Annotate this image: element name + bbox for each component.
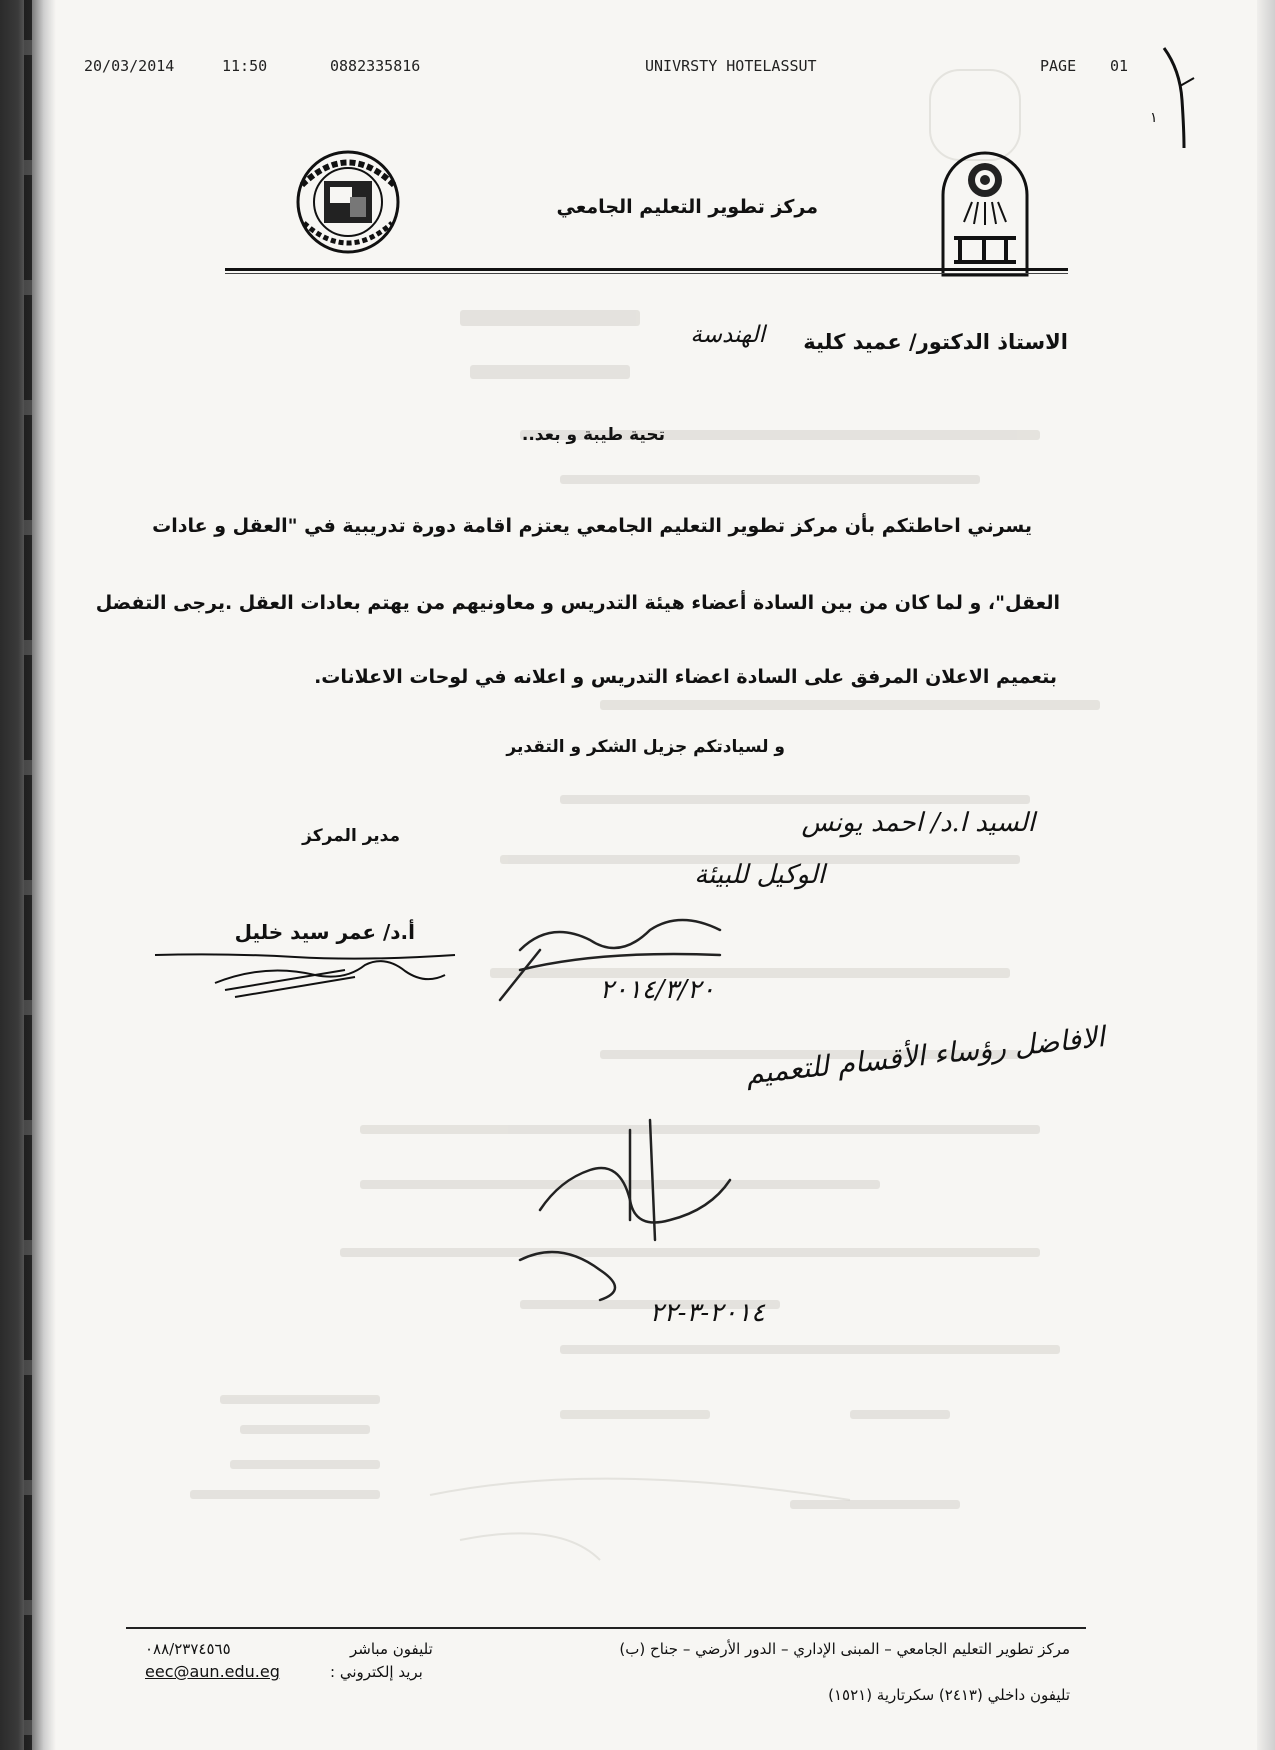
body-line-3: بتعميم الاعلان المرفق على السادة اعضاء التدريس و اعلانه في لوحات الاعلانات. — [314, 666, 1057, 688]
letterhead-divider-thin — [225, 273, 1068, 274]
addressee: الاستاذ الدكتور/ عميد كلية — [803, 330, 1068, 354]
handwritten-date-2: ٢٠١٤-٣-٢٢ — [649, 1298, 765, 1328]
body-line-2: العقل"، و لما كان من بين السادة أعضاء هيئة التدريس و معاونيهم من يهتم بعادات العقل .يرجى التفضل — [95, 592, 1060, 614]
handwritten-date-1: ٢٠١٤/٣/٢٠ — [599, 975, 715, 1005]
addressee-handwritten-faculty: الهندسة — [690, 322, 765, 348]
education-enhancement-center-logo — [290, 145, 410, 260]
handwritten-note-2: الوكيل للبيئة — [694, 860, 825, 890]
fax-header — [0, 57, 1275, 81]
footer-direct-phone-label: تليفون مباشر — [350, 1640, 433, 1658]
footer-direct-phone: ٠٨٨/٢٣٧٤٥٦٥ — [145, 1640, 231, 1658]
fax-page-label: PAGE — [1040, 57, 1077, 75]
center-name-header: مركز تطوير التعليم الجامعي — [556, 196, 818, 218]
body-line-1: يسرني احاطتكم بأن مركز تطوير التعليم الجامعي يعتزم اقامة دورة تدريبية في "العقل و عادات — [152, 515, 1032, 537]
signer-name: أ.د/ عمر سيد خليل — [234, 920, 415, 944]
handwritten-note-1: السيد ا.د/ احمد يونس — [801, 808, 1035, 838]
footer-internal-phone: تليفون داخلي (٢٤١٣) سكرتارية (١٥٢١) — [828, 1686, 1070, 1704]
handwritten-page-mark — [1160, 40, 1200, 150]
page-mark-glyph: ١ — [1150, 110, 1158, 126]
fax-time: 11:50 — [222, 57, 268, 75]
fax-date: 20/03/2014 — [84, 57, 175, 75]
fax-page-number: 01 — [1110, 57, 1129, 75]
handwritten-note-3: الافاضل رؤساء الأقسام للتعميم — [744, 1020, 1107, 1091]
closing-line: و لسيادتكم جزيل الشكر و التقدير — [506, 737, 785, 757]
greeting: تحية طيبة و بعد.. — [521, 425, 665, 445]
footer-address: مركز تطوير التعليم الجامعي – المبنى الإداري – الدور الأرضي – جناح (ب) — [619, 1640, 1070, 1658]
footer-email-link[interactable]: eec@aun.edu.eg — [145, 1662, 280, 1681]
assiut-university-logo — [940, 150, 1030, 278]
footer-email-label: بريد إلكتروني : — [330, 1663, 423, 1681]
director-signature — [145, 935, 465, 1005]
fax-number: 0882335816 — [330, 57, 421, 75]
handwritten-signatures — [480, 800, 1120, 1380]
fax-sender: UNIVRSTY HOTELASSUT — [645, 57, 817, 75]
signer-title: مدير المركز — [302, 826, 400, 846]
footer-divider — [126, 1627, 1086, 1629]
letterhead-divider — [225, 268, 1068, 271]
